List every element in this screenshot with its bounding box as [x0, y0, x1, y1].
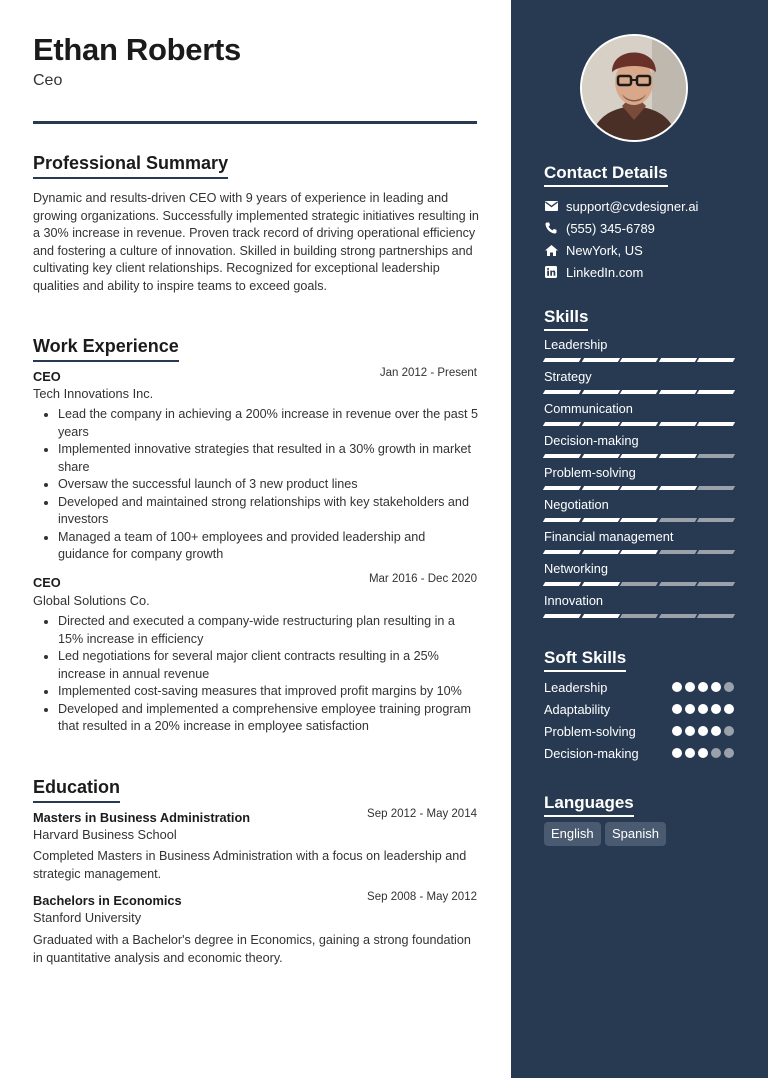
phone-icon — [544, 221, 558, 235]
skill-level-segment — [697, 550, 735, 554]
rating-dot — [698, 748, 708, 758]
skill-level-segment — [697, 454, 735, 458]
skill-level-segment — [697, 582, 735, 586]
profile-photo — [580, 34, 688, 142]
soft-skill-rating — [672, 704, 734, 714]
skill-level-bar — [544, 486, 734, 490]
contact-location — [544, 241, 643, 259]
contact-heading: Contact Details — [544, 163, 668, 187]
rating-dot — [698, 726, 708, 736]
languages-heading: Languages — [544, 793, 634, 817]
skill-level-segment — [620, 422, 658, 426]
skill-level-segment — [581, 550, 619, 554]
language-chip: English — [544, 822, 601, 846]
rating-dot — [672, 748, 682, 758]
job-bullet: • Implemented innovative strategies that resulted in a 30% growth in market share — [58, 441, 479, 476]
job-title: CEO — [33, 369, 61, 384]
soft-skill-row — [544, 723, 734, 739]
skill-level-segment — [543, 454, 581, 458]
skill-level-bar — [544, 454, 734, 458]
skill-level-segment — [581, 582, 619, 586]
contact-phone-text: (555) 345-6789 — [566, 220, 655, 236]
rating-dot — [685, 748, 695, 758]
degree-date: Sep 2012 - May 2014 — [367, 808, 477, 820]
skill-level-segment — [659, 486, 697, 490]
skill-level-segment — [620, 518, 658, 522]
contact-email-text: support@cvdesigner.ai — [566, 198, 699, 214]
job-bullet: • Lead the company in achieving a 200% increase in revenue over the past 5 years — [58, 406, 479, 441]
skill-level-segment — [543, 550, 581, 554]
skill-level-bar — [544, 390, 734, 394]
skill-level-segment — [581, 454, 619, 458]
skill-level-segment — [697, 422, 735, 426]
rating-dot — [711, 726, 721, 736]
skill-level-segment — [697, 486, 735, 490]
school-name: Stanford University — [33, 910, 142, 925]
rating-dot — [685, 704, 695, 714]
rating-dot — [672, 726, 682, 736]
skill-label: Negotiation — [544, 497, 609, 512]
skill-level-segment — [620, 454, 658, 458]
skill-level-segment — [581, 486, 619, 490]
job-company: Global Solutions Co. — [33, 593, 150, 608]
skill-level-segment — [659, 422, 697, 426]
rating-dot — [724, 748, 734, 758]
rating-dot — [685, 726, 695, 736]
skill-label: Leadership — [544, 337, 608, 352]
skill-level-segment — [659, 582, 697, 586]
rating-dot — [724, 704, 734, 714]
skill-label: Communication — [544, 401, 633, 416]
skill-level-segment — [620, 486, 658, 490]
skill-label: Networking — [544, 561, 609, 576]
skill-level-segment — [543, 518, 581, 522]
soft-skill-rating — [672, 726, 734, 736]
language-chip: Spanish — [605, 822, 666, 846]
job-bullet: • Developed and implemented a comprehensive employee training program that resulted in a 20% increase in employee satisfaction — [58, 701, 479, 736]
skill-level-segment — [620, 582, 658, 586]
soft-skill-row — [544, 745, 734, 761]
school-name: Harvard Business School — [33, 827, 177, 842]
soft-skill-label: Adaptability — [544, 701, 611, 717]
skill-level-segment — [697, 390, 735, 394]
job-bullet: • Directed and executed a company-wide restructuring plan resulting in a 15% increase in efficiency — [58, 613, 479, 648]
linkedin-icon — [544, 265, 558, 279]
skill-level-segment — [659, 454, 697, 458]
skill-level-segment — [659, 358, 697, 362]
skill-level-segment — [581, 614, 619, 618]
skill-label: Financial management — [544, 529, 674, 544]
rating-dot — [672, 704, 682, 714]
job-bullet: • Managed a team of 100+ employees and provided leadership and guidance for company growth — [58, 529, 479, 564]
rating-dot — [698, 704, 708, 714]
skill-level-segment — [620, 390, 658, 394]
job-date: Mar 2016 - Dec 2020 — [368, 573, 477, 585]
job-bullet: • Implemented cost-saving measures that improved profit margins by 10% — [58, 683, 479, 701]
skill-label: Decision-making — [544, 433, 639, 448]
job-bullet: • Oversaw the successful launch of 3 new product lines — [58, 476, 479, 494]
degree-title: Masters in Business Administration — [33, 810, 251, 825]
contact-location-text: NewYork, US — [566, 242, 643, 258]
soft-skill-row — [544, 679, 734, 695]
soft-skill-label: Decision-making — [544, 745, 639, 761]
skill-level-bar — [544, 358, 734, 362]
degree-date: Sep 2008 - May 2012 — [367, 891, 477, 903]
skill-level-segment — [620, 550, 658, 554]
skill-level-segment — [543, 390, 581, 394]
soft-skill-label: Leadership — [544, 679, 608, 695]
envelope-icon — [544, 199, 558, 213]
candidate-role: Ceo — [33, 72, 63, 89]
skill-level-segment — [659, 614, 697, 618]
skill-label: Innovation — [544, 593, 604, 608]
job-company: Tech Innovations Inc. — [33, 386, 154, 401]
soft-skill-rating — [672, 748, 734, 758]
skill-level-segment — [543, 582, 581, 586]
rating-dot — [672, 682, 682, 692]
degree-title: Bachelors in Economics — [33, 893, 182, 908]
skill-level-segment — [543, 614, 581, 618]
rating-dot — [698, 682, 708, 692]
candidate-name: Ethan Roberts — [33, 32, 241, 67]
rating-dot — [724, 726, 734, 736]
rating-dot — [711, 748, 721, 758]
contact-phone[interactable] — [544, 219, 655, 237]
skill-level-segment — [543, 358, 581, 362]
skill-level-segment — [620, 614, 658, 618]
skill-level-bar — [544, 550, 734, 554]
skill-level-segment — [581, 422, 619, 426]
skills-heading: Skills — [544, 307, 588, 331]
summary-text: Dynamic and results-driven CEO with 9 years of experience in leading and growing organizations. Successfully implemented strategic initiatives resulting in a 30% increase in revenue. Proven track record of driving operational efficiency and fostering a culture of innovation. Skilled in building strong partnerships and cultivating key client relationships. Recognized for exceptional leadership qualities and ability to inspire teams to exceed goals. — [33, 191, 479, 293]
skill-level-segment — [659, 518, 697, 522]
degree-description: Completed Masters in Business Administration with a focus on leadership and strategic management. — [33, 849, 467, 881]
contact-linkedin[interactable] — [544, 263, 643, 281]
rating-dot — [724, 682, 734, 692]
skill-level-segment — [659, 550, 697, 554]
skill-level-bar — [544, 614, 734, 618]
soft-skills-heading: Soft Skills — [544, 648, 626, 672]
summary-heading: Professional Summary — [33, 153, 228, 179]
job-bullet: • Developed and maintained strong relationships with key stakeholders and investors — [58, 494, 479, 529]
rating-dot — [711, 682, 721, 692]
skill-level-segment — [697, 358, 735, 362]
skill-level-segment — [620, 358, 658, 362]
skill-level-bar — [544, 422, 734, 426]
rating-dot — [685, 682, 695, 692]
soft-skill-row — [544, 701, 734, 717]
home-icon — [544, 243, 558, 257]
skill-level-bar — [544, 582, 734, 586]
skill-level-bar — [544, 518, 734, 522]
job-title: CEO — [33, 575, 61, 590]
skill-level-segment — [581, 358, 619, 362]
contact-email[interactable] — [544, 197, 698, 215]
job-bullet: • Led negotiations for several major client contracts resulting in a 25% increase in annual revenue — [58, 648, 479, 683]
skill-level-segment — [697, 518, 735, 522]
rating-dot — [711, 704, 721, 714]
job-bullets — [33, 406, 479, 564]
soft-skill-label: Problem-solving — [544, 723, 636, 739]
degree-description: Graduated with a Bachelor's degree in Economics, gaining a strong foundation in quantitative analysis and economic theory. — [33, 933, 471, 965]
skill-label: Problem-solving — [544, 465, 636, 480]
work-heading: Work Experience — [33, 336, 179, 362]
skill-level-segment — [581, 390, 619, 394]
skill-level-segment — [543, 422, 581, 426]
contact-linkedin-text: LinkedIn.com — [566, 264, 644, 280]
header-divider — [33, 121, 477, 124]
skill-level-segment — [543, 486, 581, 490]
job-date: Jan 2012 - Present — [379, 367, 477, 379]
skill-level-segment — [581, 518, 619, 522]
skill-label: Strategy — [544, 369, 592, 384]
job-bullets — [33, 613, 479, 736]
skill-level-segment — [697, 614, 735, 618]
education-heading: Education — [33, 777, 120, 803]
soft-skill-rating — [672, 682, 734, 692]
skill-level-segment — [659, 390, 697, 394]
